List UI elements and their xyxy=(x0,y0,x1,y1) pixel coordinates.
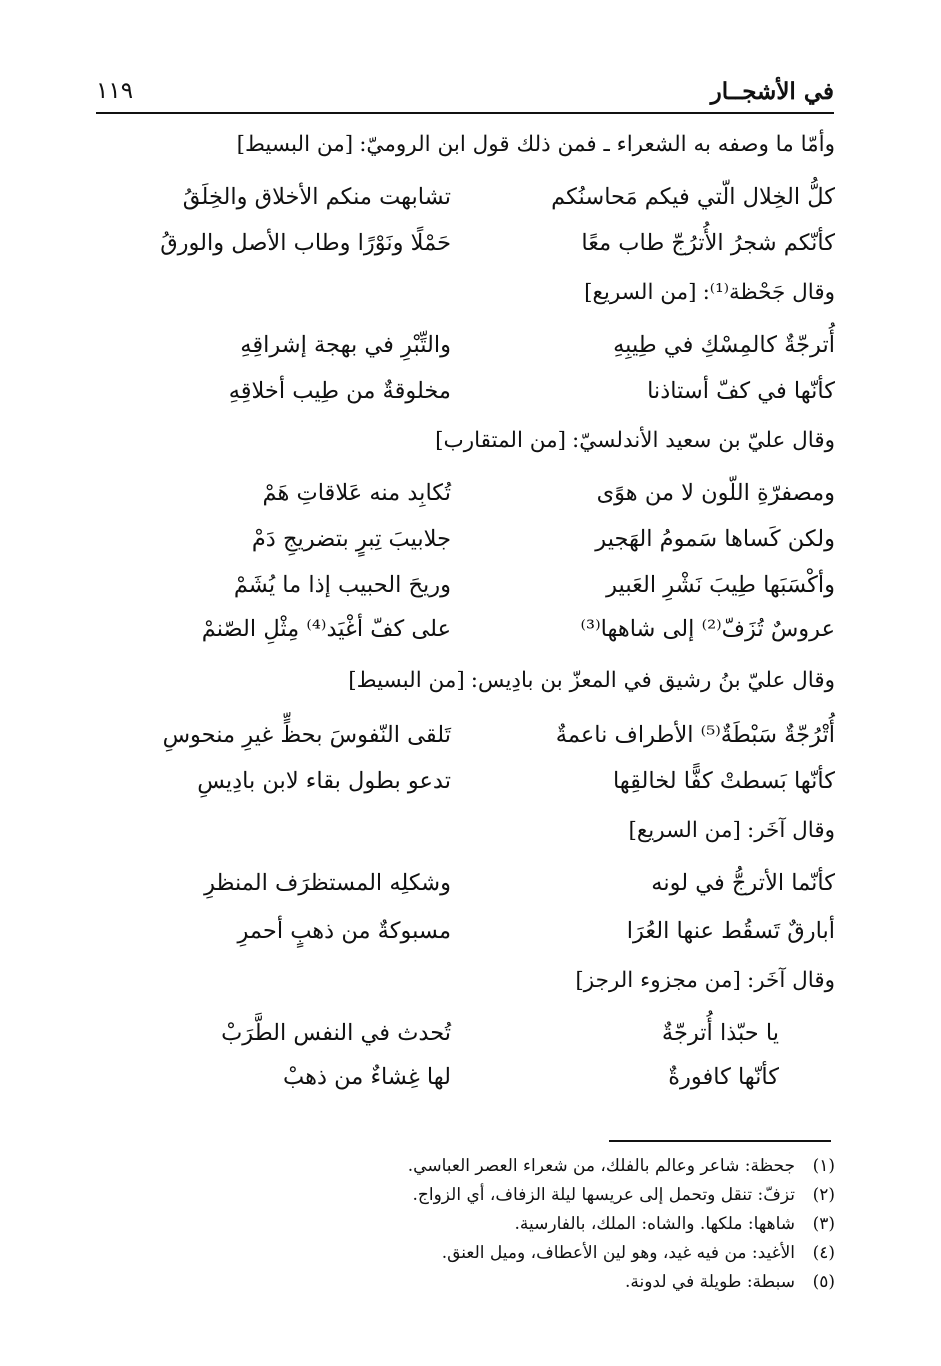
intro-text: وقال آخَر: xyxy=(746,818,835,843)
footnote-number: (٥) xyxy=(812,1272,835,1292)
meter-label: [من السريع] xyxy=(584,280,697,305)
verse-second-hemistich: وريحَ الحبيب إذا ما يُشَمْ xyxy=(233,572,451,598)
verse-line xyxy=(151,572,835,608)
verse-line xyxy=(151,768,835,804)
footnote-text: سبطة: طويلة في لدونة. xyxy=(624,1272,795,1292)
verse-first-hemistich: أبارقٌ تَسقُط عنها العُرَا xyxy=(626,918,835,944)
verse-second-hemistich: وشكلِه المستظرَف المنظرِ xyxy=(204,870,451,896)
verse-line xyxy=(151,526,835,562)
verse-second-hemistich: والتِّبْرِ في بهجة إشراقِهِ xyxy=(240,332,451,358)
verse-second-hemistich: جلابيبَ تِبرٍ بتضريجِ دَمْ xyxy=(251,526,451,552)
poem-intro xyxy=(435,428,835,453)
footnote-text: شاهها: ملكها. والشاه: الملك، بالفارسية. xyxy=(514,1214,795,1234)
poem-intro xyxy=(575,968,835,993)
poem-intro xyxy=(584,280,835,305)
verse-second-hemistich: مخلوقةٌ من طِيب أخلاقِهِ xyxy=(228,378,451,404)
page-number: ١١٩ xyxy=(96,78,134,104)
verse-line xyxy=(151,480,835,516)
verse-first-hemistich: كأنّها بَسطتْ كفًّا لخالقِها xyxy=(612,768,835,794)
footnote-text: تزفّ: تنقل وتحمل إلى عريسها ليلة الزفاف، أي الزواج. xyxy=(412,1185,795,1205)
verse-first-hemistich: كلُّ الخِلال الّتي فيكم مَحاسنُكم xyxy=(551,184,835,210)
verse-first-hemistich: كأنّما الأترجُّ في لونه xyxy=(651,870,835,896)
verse-first-hemistich: ومصفرّةِ اللّون لا من هوًى xyxy=(596,480,835,506)
verse-line xyxy=(151,918,835,954)
verse-first-hemistich: كأنّكم شجرُ الأُترُجّ طاب معًا xyxy=(581,230,835,256)
verse-second-hemistich: تَلقى النّفوسَ بحظٍّ غيرِ منحوسِ xyxy=(162,722,451,748)
verse-line xyxy=(151,230,835,266)
verse-second-hemistich: تُكابِد منه عَلاقاتِ هَمْ xyxy=(262,480,451,506)
verse-first-hemistich: أُترجّةٌ كالمِسْكِ في طِيبِهِ xyxy=(613,332,835,358)
verse-line xyxy=(151,870,835,906)
intro-text: وقال آخَر: xyxy=(746,968,835,993)
intro-text: وقال عليّ بنُ رشيق في المعزّ بن بادِيس: xyxy=(470,668,835,693)
meter-label: [من البسيط] xyxy=(348,668,465,693)
verse-first-hemistich: كأنّها كافورةٌ xyxy=(668,1064,779,1090)
poem-intro xyxy=(237,132,835,157)
footnote xyxy=(145,1239,835,1268)
intro-text: وقال جَحْظة⁽¹⁾: xyxy=(702,280,835,305)
footnotes xyxy=(145,1152,835,1297)
footnote-text: جحظة: شاعر وعالم بالفلك، من شعراء العصر العباسي. xyxy=(407,1156,795,1176)
intro-text: وأمّا ما وصفه به الشعراء ـ فمن ذلك قول ابن الروميّ: xyxy=(359,132,835,157)
verse-line xyxy=(151,722,835,758)
footnote-number: (٢) xyxy=(812,1185,835,1205)
verse-first-hemistich: وأكْسَبَها طِيبَ نَشْرِ العَبير xyxy=(606,572,835,598)
meter-label: [من المتقارب] xyxy=(435,428,567,453)
footnote xyxy=(145,1181,835,1210)
footnote xyxy=(145,1268,835,1297)
verse-first-hemistich: كأنّها في كفّ أستاذنا xyxy=(647,378,835,404)
footnote xyxy=(145,1152,835,1181)
verse-line xyxy=(151,616,835,652)
verse-line xyxy=(151,332,835,368)
verse-line xyxy=(151,1064,835,1100)
verse-second-hemistich: مسبوكةٌ من ذهبٍ أحمرِ xyxy=(237,918,451,944)
verse-second-hemistich: تُحدث في النفس الطَّرَبْ xyxy=(221,1020,451,1046)
running-title: في الأشجــار xyxy=(710,78,834,105)
footnote-number: (١) xyxy=(812,1156,835,1176)
verse-first-hemistich: يا حبّذا أُترجّةٌ xyxy=(661,1020,779,1046)
poem-intro xyxy=(348,668,835,693)
footnote xyxy=(145,1210,835,1239)
verse-second-hemistich: لها غِشاءٌ من ذهبْ xyxy=(283,1064,451,1090)
verse-first-hemistich: ولكن كَساها سَمومُ الهَجير xyxy=(595,526,835,552)
verse-second-hemistich: تشابهت منكم الأخلاق والخِلَقُ xyxy=(182,184,451,210)
verse-line xyxy=(151,184,835,220)
poem-intro xyxy=(628,818,835,843)
verse-second-hemistich: على كفّ أغْيَد⁽⁴⁾ مِثْلِ الصّنمْ xyxy=(201,616,451,642)
footnote-text: الأغيد: من فيه غيد، وهو لين الأعطاف، وميل العنق. xyxy=(441,1243,795,1263)
meter-label: [من البسيط] xyxy=(236,132,354,157)
footnote-number: (٤) xyxy=(812,1243,835,1263)
footnote-separator xyxy=(609,1140,831,1142)
verse-line xyxy=(151,378,835,414)
verse-second-hemistich: حَمْلًا ونَوْرًا وطاب الأصل والورقُ xyxy=(160,230,451,256)
verse-line xyxy=(151,1020,835,1056)
verse-first-hemistich: أُتْرُجّةٌ سَبْطَةٌ⁽⁵⁾ الأطراف ناعمةٌ xyxy=(555,722,835,748)
verse-first-hemistich: عروسٌ تُزَفّ⁽²⁾ إلى شاهها⁽³⁾ xyxy=(580,616,835,642)
meter-label: [من مجزوء الرجز] xyxy=(575,968,741,993)
footnote-number: (٣) xyxy=(812,1214,835,1234)
verse-second-hemistich: تدعو بطول بقاء لابن بادِيسِ xyxy=(197,768,451,794)
intro-text: وقال عليّ بن سعيد الأندلسيّ: xyxy=(572,428,835,453)
meter-label: [من السريع] xyxy=(628,818,741,843)
